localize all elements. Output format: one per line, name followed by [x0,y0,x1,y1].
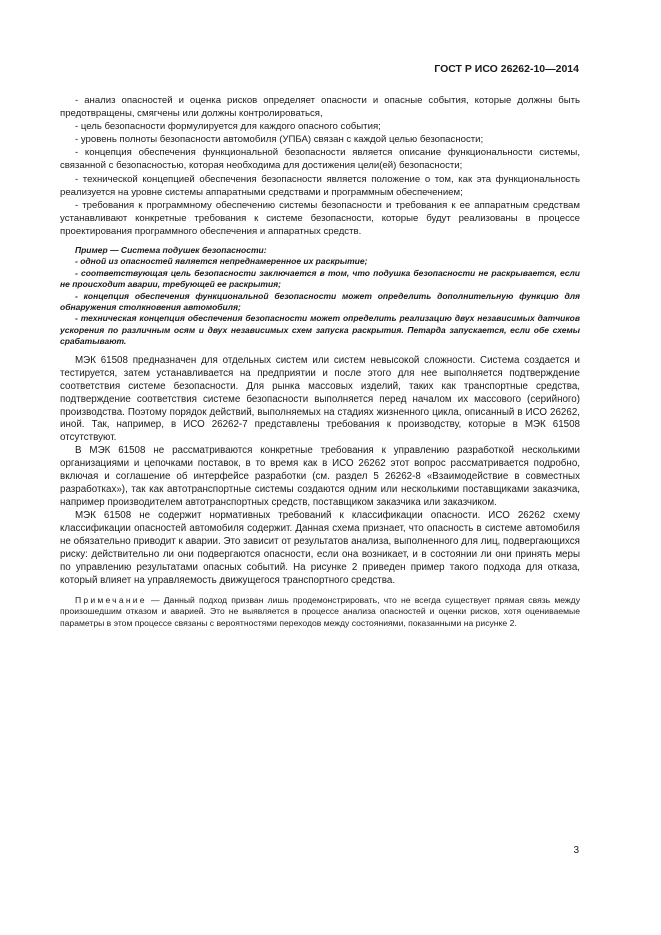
example-line: - техническая концепция обеспечения безопасности может определить реализацию двух независимых датчиков ускорения по различным осям и двух независимых схем запуска раскрытия. Петарда запускается, если обе схемы срабатывают. [60,313,580,347]
paragraph: В МЭК 61508 не рассматриваются конкретные требования к управлению разработкой несколькими организациями и цепочками поставок, в то время как в ИСО 26262 этот вопрос рассматривается подробно, включая и соглашение об интерфейсе разработки (см. раздел 5 26262-8 «Взаимодействие в совместных разработках»), так как автотранспортные системы создаются одним или несколькими поставщиками заказчика, например производителем автотранспортных средств, поставщиком заказчика или заказчиком. [60,445,580,509]
note-paragraph [60,595,580,630]
list-item: - анализ опасностей и оценка рисков определяет опасности и опасные события, которые должны быть предотвращены, смягчены или должны контролироваться, [60,95,580,120]
list-item: - концепция обеспечения функциональной безопасности является описание функциональности системы, связанной с безопасностью, которая необходима для достижения цели(ей) безопасности; [60,147,580,172]
standard-designation: ГОСТ Р ИСО 26262-10—2014 [434,63,579,75]
list-item: - цель безопасности формулируется для каждого опасного события; [75,121,381,133]
example-line: - одной из опасностей является непреднамеренное их раскрытие; [75,256,368,267]
note-label: Примечание [75,594,147,605]
safety-lifecycle-list [60,94,580,238]
example-line: - соответствующая цель безопасности заключается в том, что подушка безопасности не раскрывается, если не происходит аварии, требующей ее раскрытия; [60,267,580,290]
note-text: — Данный подход призван лишь продемонстрировать, что не всегда существует прямая связь между произошедшим отказом и аварией. Это не выявляется в процессе анализа опасностей и оценки рисков, хотя оцениваемые параметры в этом процессе связаны с вероятностями переходов между состояниями, показанными на рисунке 2. [60,594,580,629]
airbag-example [60,245,580,348]
body-paragraphs [60,355,580,588]
page-number: 3 [573,845,579,856]
example-title: Пример — Система подушек безопасности: [75,245,267,256]
list-item: - уровень полноты безопасности автомобиля (УПБА) связан с каждой целью безопасности; [75,134,484,146]
example-line: - концепция обеспечения функциональной безопасности может определить дополнительную функцию для обнаружения столкновения автомобиля; [60,290,580,313]
page-content [60,94,580,630]
list-item: - технической концепцией обеспечения безопасности является положение о том, как эта функциональность реализуется на уровне системы аппаратными средствами и программным обеспечением; [60,173,580,198]
document-header [434,63,579,75]
list-item: - требования к программному обеспечению системы безопасности и требования к ее аппаратным средствам устанавливают конкретные требования к системе безопасности, которые будут реализованы в процессе проектирования программного обеспечения и аппаратных средств. [60,199,580,237]
paragraph: МЭК 61508 предназначен для отдельных систем или систем невысокой сложности. Система создается и тестируется, затем устанавливается на предприятии и после этого для нее выполняется подтверждение соответствия системе безопасности. Для рынка массовых изделий, таких как транспортные средства, подтверждение соответствия системе безопасности выполняется перед началом их массового (серийного) производства. Поэтому порядок действий, выполняемых на стадиях жизненного цикла, описанный в ИСО 26262, иной. Так, например, в ИСО 26262-7 представлены требования к производству, которые в МЭК 61508 отсутствуют. [60,354,580,444]
paragraph: МЭК 61508 не содержит нормативных требований к классификации опасности. ИСО 26262 схему классификации опасностей автомобиля содержит. Данная схема признает, что опасность в системе автомобиля не обязательно приводит к аварии. Это зависит от результатов анализа, выполненного для лиц, подвергающихся риску: действительно ли они подвергаются опасности, если она возникает, и в состоянии ли они принять меры по управлению результатами опасных событий. На рисунке 2 приведен пример такого подхода для отказа, который влияет на управляемость движущегося транспортного средства. [60,510,580,586]
note-block [60,595,580,630]
